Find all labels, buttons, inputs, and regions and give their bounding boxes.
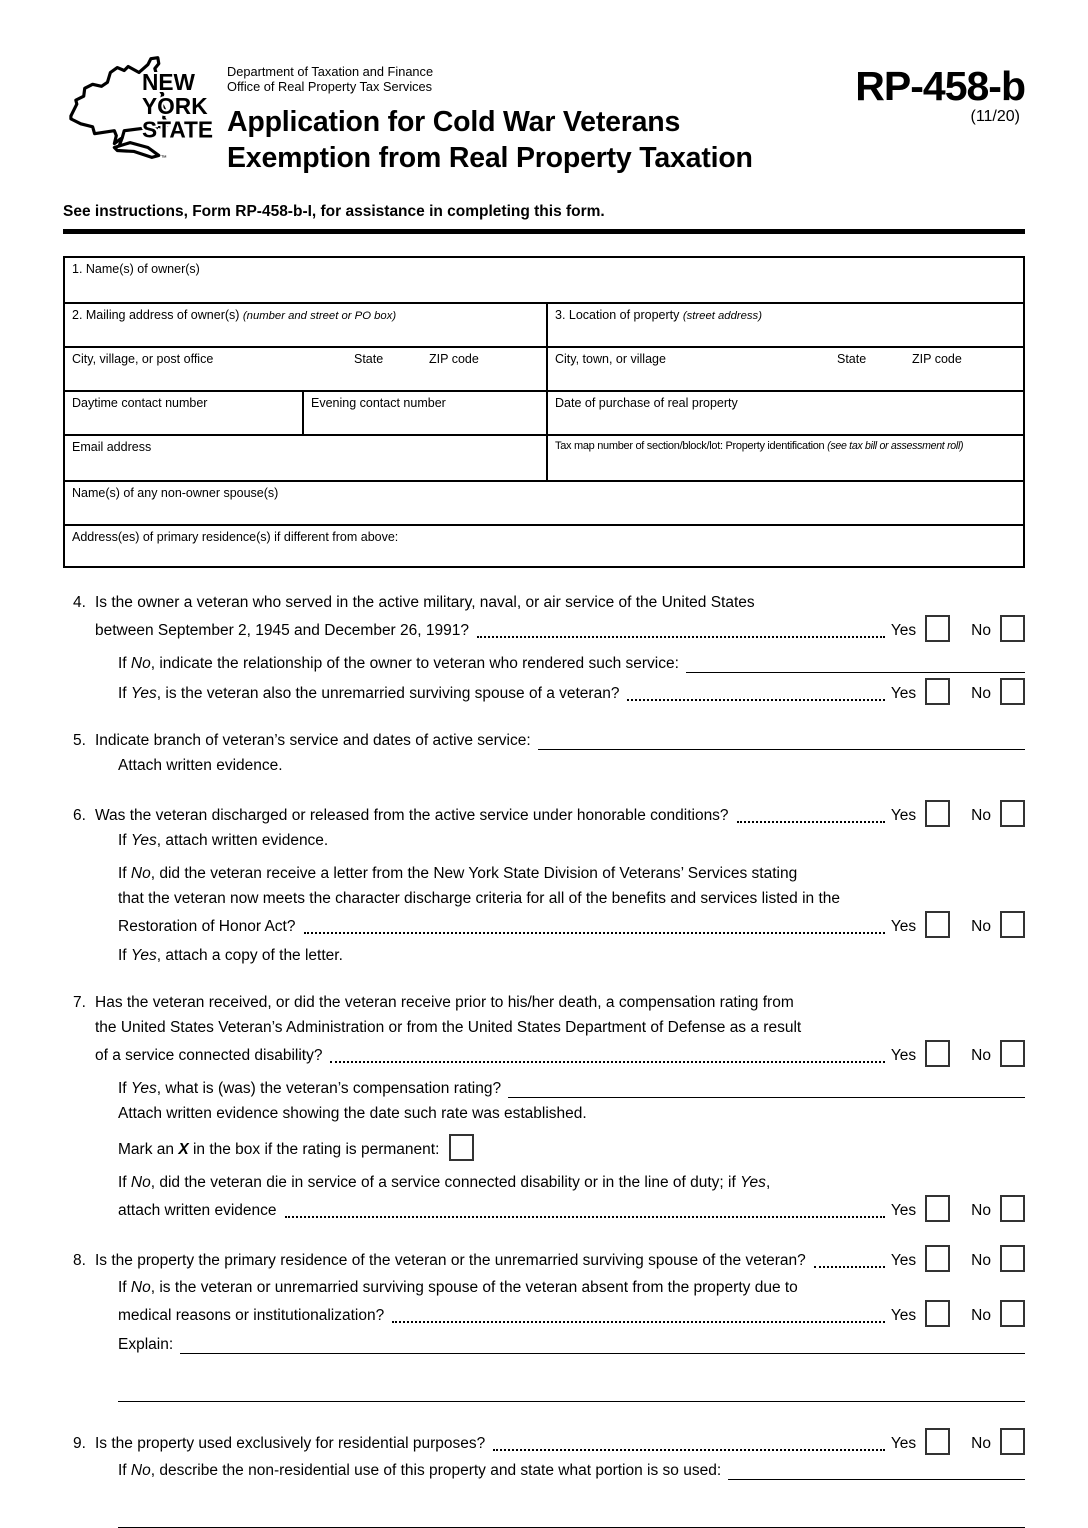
branch-service-input-line[interactable] (538, 749, 1025, 750)
yes-checkbox[interactable] (925, 1195, 950, 1222)
question-text: between September 2, 1945 and December 26, 1991? (95, 621, 469, 639)
instruction-banner: See instructions, Form RP-458-b-I, for assistance in completing this form. (63, 203, 1025, 234)
non-owner-spouse-label: Name(s) of any non-owner spouse(s) (72, 485, 279, 500)
form-revision: (11/20) (970, 108, 1020, 125)
dotted-leader (737, 821, 885, 823)
question-text: If Yes, is the veteran also the unremarried surviving spouse of a veteran? (118, 684, 620, 702)
evening-contact-field[interactable] (302, 392, 546, 434)
yes-no-group (891, 800, 1025, 828)
yes-label: Yes (890, 621, 917, 639)
no-label: No (971, 1434, 991, 1452)
tax-map-field[interactable] (546, 436, 1023, 480)
dotted-leader (627, 699, 884, 701)
nys-logo (63, 56, 221, 164)
tax-map-label: Tax map number of section/block/lot: Property identification (555, 439, 828, 452)
question-number: 9. (73, 1434, 86, 1452)
yes-label: Yes (890, 1201, 917, 1219)
question-number: 6. (73, 806, 86, 824)
question-text: If No, did the veteran receive a letter from the New York State Division of Veterans’ Services stating (118, 864, 798, 882)
property-location-note: (street address) (682, 309, 762, 322)
property-state-label: State (837, 351, 867, 366)
question-text: Explain: (118, 1335, 174, 1353)
question-text: attach written evidence (118, 1201, 277, 1219)
question-text: If No, is the veteran or unremarried surviving spouse of the veteran absent from the property due to (118, 1278, 798, 1296)
question-text: Has the veteran received, or did the veteran receive prior to his/her death, a compensation rating from (95, 993, 794, 1011)
owners-name-field[interactable] (65, 258, 1023, 302)
question-text: Indicate branch of veteran’s service and dates of active service: (95, 731, 531, 749)
yes-checkbox[interactable] (925, 1245, 950, 1272)
yes-checkbox[interactable] (925, 911, 950, 938)
department-line: Department of Taxation and Finance (227, 64, 434, 79)
compensation-rating-input-line[interactable] (508, 1097, 1025, 1098)
no-checkbox[interactable] (1000, 911, 1025, 938)
question-text: If No, indicate the relationship of the owner to veteran who rendered such service: (118, 654, 679, 672)
purchase-date-label: Date of purchase of real property (555, 395, 738, 410)
yes-no-group (891, 1428, 1025, 1456)
table-row (65, 346, 1023, 390)
dotted-leader (493, 1449, 885, 1451)
office-line: Office of Real Property Tax Services (227, 79, 433, 95)
dotted-leader (814, 1266, 885, 1268)
no-checkbox[interactable] (1000, 1040, 1025, 1067)
mailing-address-label: 2. Mailing address of owner(s) (72, 307, 243, 322)
question-text: medical reasons or institutionalization? (118, 1306, 385, 1324)
table-row (65, 524, 1023, 566)
yes-label: Yes (890, 684, 917, 702)
non-owner-spouse-field[interactable] (65, 482, 1023, 524)
yes-checkbox[interactable] (925, 800, 950, 827)
no-label: No (971, 621, 991, 639)
property-zip-label: ZIP code (912, 351, 962, 366)
owners-name-label: 1. Name(s) of owner(s) (72, 261, 200, 276)
yes-checkbox[interactable] (925, 1428, 950, 1455)
no-checkbox[interactable] (1000, 800, 1025, 827)
property-location-field[interactable] (546, 304, 1023, 346)
question-text: If No, did the veteran die in service of a service connected disability or in the line of duty; if Yes, (118, 1173, 771, 1191)
dotted-leader (477, 636, 885, 638)
question-text: If Yes, attach a copy of the letter. (118, 946, 343, 964)
daytime-contact-field[interactable] (65, 392, 302, 434)
yes-checkbox[interactable] (925, 678, 950, 705)
question-4 (73, 590, 1025, 706)
no-label: No (971, 917, 991, 935)
yes-no-group (891, 1040, 1025, 1068)
tax-map-note: (see tax bill or assessment roll) (827, 439, 964, 452)
purchase-date-field[interactable] (546, 392, 1023, 434)
questions-section (63, 590, 1025, 1528)
email-label: Email address (72, 439, 152, 454)
question-9 (73, 1428, 1025, 1528)
no-label: No (971, 806, 991, 824)
property-city-field[interactable] (546, 348, 1023, 390)
table-row (65, 434, 1023, 480)
question-number: 7. (73, 993, 86, 1011)
no-checkbox[interactable] (1000, 1428, 1025, 1455)
no-checkbox[interactable] (1000, 1195, 1025, 1222)
table-row (65, 480, 1023, 524)
no-label: No (971, 684, 991, 702)
question-text: that the veteran now meets the character discharge criteria for all of the benefits and services listed in the (118, 889, 840, 907)
owner-property-table (63, 256, 1025, 568)
form-number: RP-458-b (855, 63, 1025, 109)
non-residential-continuation-line[interactable] (118, 1503, 1025, 1528)
yes-checkbox[interactable] (925, 1300, 950, 1327)
question-text: Mark an X in the box if the rating is permanent: (118, 1140, 440, 1158)
yes-label: Yes (890, 806, 917, 824)
yes-label: Yes (890, 1306, 917, 1324)
non-residential-use-input-line[interactable] (728, 1479, 1025, 1480)
question-number: 4. (73, 593, 86, 611)
question-6 (73, 800, 1025, 968)
no-checkbox[interactable] (1000, 678, 1025, 705)
question-number: 8. (73, 1251, 86, 1269)
mailing-address-field[interactable] (65, 304, 546, 346)
dotted-leader (304, 932, 885, 934)
no-checkbox[interactable] (1000, 615, 1025, 642)
no-label: No (971, 1251, 991, 1269)
dotted-leader (330, 1061, 884, 1063)
explain-continuation-line[interactable] (118, 1377, 1025, 1402)
yes-no-group (891, 678, 1025, 706)
question-text: If Yes, attach written evidence. (118, 831, 329, 849)
property-location-label: 3. Location of property (555, 307, 683, 322)
no-label: No (971, 1201, 991, 1219)
primary-residence-label: Address(es) of primary residence(s) if different from above: (72, 529, 399, 544)
permanent-rating-checkbox[interactable] (449, 1134, 474, 1161)
yes-label: Yes (890, 1046, 917, 1064)
explain-input-line[interactable] (180, 1353, 1025, 1354)
yes-no-group (891, 615, 1025, 643)
mailing-zip-label: ZIP code (429, 351, 479, 366)
email-field[interactable] (65, 436, 546, 480)
daytime-contact-label: Daytime contact number (72, 395, 208, 410)
mailing-state-label: State (354, 351, 384, 366)
question-text: If Yes, what is (was) the veteran’s compensation rating? (118, 1079, 502, 1097)
table-row (65, 258, 1023, 302)
logo-trademark: ™ (160, 155, 167, 162)
table-row (65, 390, 1023, 434)
question-text: Is the property used exclusively for residential purposes? (95, 1434, 486, 1452)
mailing-city-label: City, village, or post office (72, 351, 214, 366)
yes-no-group (891, 911, 1025, 939)
logo-text-york: YORK (142, 92, 208, 119)
question-text: Restoration of Honor Act? (118, 917, 296, 935)
no-checkbox[interactable] (1000, 1245, 1025, 1272)
logo-text-state: STATE (142, 116, 214, 143)
no-label: No (971, 1046, 991, 1064)
yes-no-group (891, 1300, 1025, 1328)
question-text: Is the owner a veteran who served in the active military, naval, or air service of the United States (95, 593, 755, 611)
yes-no-group (891, 1245, 1025, 1273)
mailing-address-note: (number and street or PO box) (242, 309, 397, 322)
question-text: Is the property the primary residence of the veteran or the unremarried surviving spouse of the veteran? (95, 1251, 806, 1269)
question-text: of a service connected disability? (95, 1046, 323, 1064)
dotted-leader (392, 1321, 885, 1323)
question-5 (73, 728, 1025, 778)
yes-no-group (891, 1195, 1025, 1223)
form-header (63, 56, 1025, 177)
evening-contact-label: Evening contact number (311, 395, 446, 410)
question-text: Attach written evidence. (118, 756, 283, 774)
question-8 (73, 1245, 1025, 1402)
question-text: Attach written evidence showing the date such rate was established. (118, 1104, 587, 1122)
table-row (65, 302, 1023, 346)
yes-label: Yes (890, 917, 917, 935)
question-text: the United States Veteran’s Administration or from the United States Department of Defense as a result (95, 1018, 802, 1036)
relationship-input-line[interactable] (686, 672, 1025, 673)
yes-label: Yes (890, 1251, 917, 1269)
yes-label: Yes (890, 1434, 917, 1452)
primary-residence-field[interactable] (65, 526, 1023, 566)
yes-checkbox[interactable] (925, 1040, 950, 1067)
question-text: If No, describe the non-residential use of this property and state what portion is so used: (118, 1461, 722, 1479)
yes-checkbox[interactable] (925, 615, 950, 642)
question-7 (73, 990, 1025, 1223)
logo-text-new: NEW (142, 69, 195, 96)
no-checkbox[interactable] (1000, 1300, 1025, 1327)
question-number: 5. (73, 731, 86, 749)
property-city-label: City, town, or village (555, 351, 666, 366)
form-title: Application for Cold War Veterans Exemption from Real Property Taxation (227, 105, 753, 175)
question-text: Was the veteran discharged or released from the active service under honorable conditions? (95, 806, 729, 824)
no-label: No (971, 1306, 991, 1324)
mailing-city-field[interactable] (65, 348, 546, 390)
dotted-leader (285, 1216, 885, 1218)
